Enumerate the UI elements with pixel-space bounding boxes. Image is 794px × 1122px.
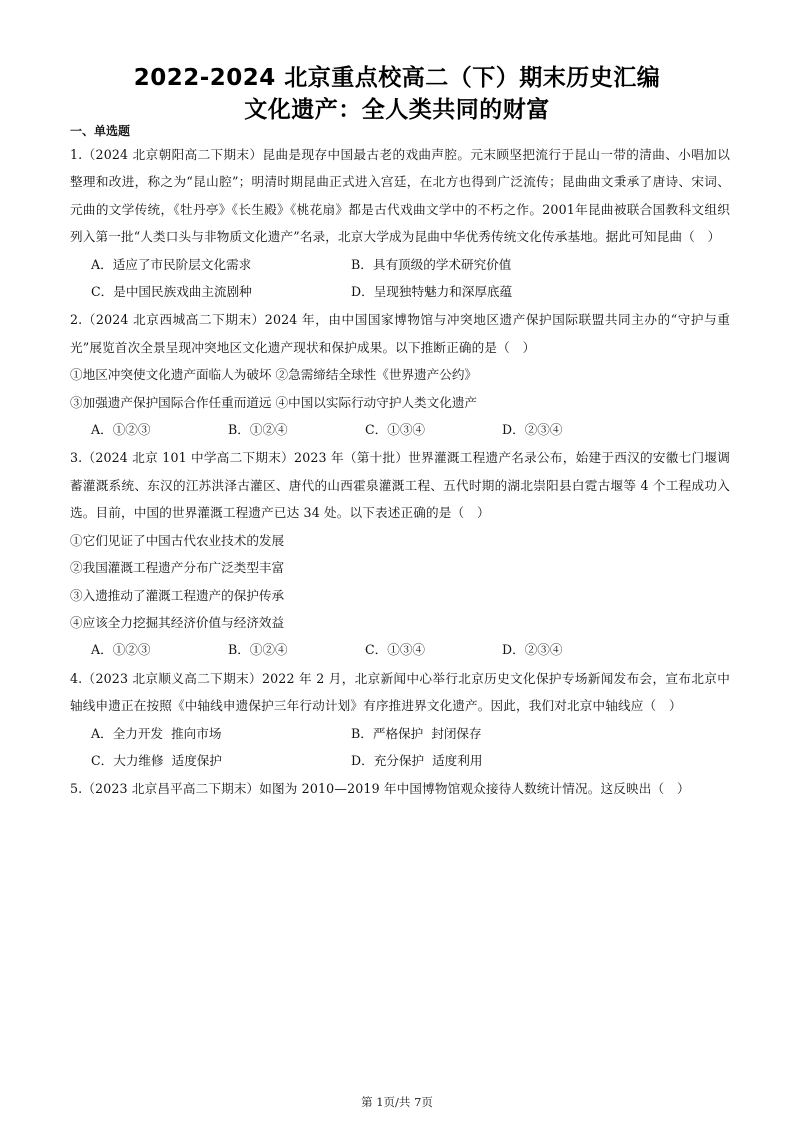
question-1 [70,141,730,305]
option-d[interactable]: D．②③④ [502,422,563,438]
options [70,416,730,443]
question-2 [70,306,730,443]
question-stem: 3.（2024 北京 101 中学高二下期末）2023 年（第十批）世界灌溉工程遗产名录公布，始建于西汉的安徽七门堰调蓄灌溉系统、东汉的江苏洪泽古灌区、唐代的山西霍泉灌溉工程、五代时期的湖北崇阳县白霓古堰等 4 个工程成功入选。目前，中国的世界灌溉工程遗产已达 34 处。以下表述正确的是（ ） [70,450,730,521]
option-c[interactable]: C．是中国民族戏曲主流剧种 [91,284,252,300]
option-b[interactable]: B．具有顶级的学术研究价值 [351,256,512,272]
question-4 [70,665,730,775]
statement-item: ①它们见证了中国古代农业技术的发展 [70,532,285,548]
option-d[interactable]: D．呈现独特魅力和深厚底蕴 [351,284,513,300]
question-stem: 1.（2024 北京朝阳高二下期末）昆曲是现存中国最古老的戏曲声腔。元末顾坚把流行于昆山一带的清曲、小唱加以整理和改进，称之为“昆山腔”；明清时期昆曲正式进入宫廷，在北方也得到广泛流传；昆曲曲文秉承了唐诗、宋词、元曲的文学传统，《牡丹亭》《长生殿》《桃花扇》都是古代戏曲文学中的不朽之作。2001年昆曲被联合国教科文组织列入第一批“人类口头与非物质文化遗产”名录，北京大学成为昆曲中华优秀传统文化传承基地。据此可知昆曲（ ） [70,147,730,245]
options [70,636,730,663]
option-b[interactable]: B．①②④ [228,642,288,658]
statement-item: ②我国灌溉工程遗产分布广泛类型丰富 [70,560,285,576]
option-d[interactable]: D．充分保护 适度利用 [351,752,483,768]
question-stem: 2.（2024 北京西城高二下期末）2024 年，由中国国家博物馆与冲突地区遗产保护国际联盟共同主办的“守护与重光”展览首次全景呈现冲突地区文化遗产现状和保护成果。以下推断正确的是（ ） [70,312,730,355]
option-b[interactable]: B．①②④ [228,422,288,438]
options [70,720,730,775]
options [70,251,730,306]
content [70,122,730,803]
question-stem: 5.（2023 北京昌平高二下期末）如图为 2010—2019 年中国博物馆观众接待人数统计情况。这反映出（ ） [70,781,690,797]
option-a[interactable]: A．①②③ [91,422,151,438]
option-b[interactable]: B．严格保护 封闭保存 [351,725,482,741]
document-title: 2022-2024 北京重点校高二（下）期末历史汇编 [133,65,661,91]
option-a[interactable]: A．适应了市民阶层文化需求 [91,256,252,272]
question-5 [70,775,730,802]
option-a[interactable]: A．全力开发 推向市场 [91,725,222,741]
section-header: 一、单选题 [70,124,131,138]
title-block [0,62,794,126]
option-c[interactable]: C．①③④ [365,422,426,438]
question-stem: 4.（2023 北京顺义高二下期末）2022 年 2 月，北京新闻中心举行北京历史文化保护专场新闻发布会，宣布北京中轴线申遗正在按照《中轴线申遗保护三年行动计划》有序推进界文化遗产。因此，我们对北京中轴线应（ ） [70,670,730,714]
statement-item: ③入遗推动了灌溉工程遗产的保护传承 [70,587,285,603]
option-d[interactable]: D．②③④ [502,642,563,658]
option-a[interactable]: A．①②③ [91,642,151,658]
page-footer: 第 1页/共 7页 [361,1095,433,1109]
option-c[interactable]: C．①③④ [365,642,426,658]
option-c[interactable]: C．大力维修 适度保护 [91,752,222,768]
question-3 [70,444,730,663]
document-subtitle: 文化遗产：全人类共同的财富 [244,97,550,123]
statement-item: ③加强遗产保护国际合作任重而道远 ④中国以实际行动守护人类文化遗产 [70,394,478,410]
statement-item: ④应该全力挖掘其经济价值与经济效益 [70,614,285,630]
statement-item: ①地区冲突使文化遗产面临人为破坏 ②急需缔结全球性《世界遗产公约》 [70,367,478,383]
